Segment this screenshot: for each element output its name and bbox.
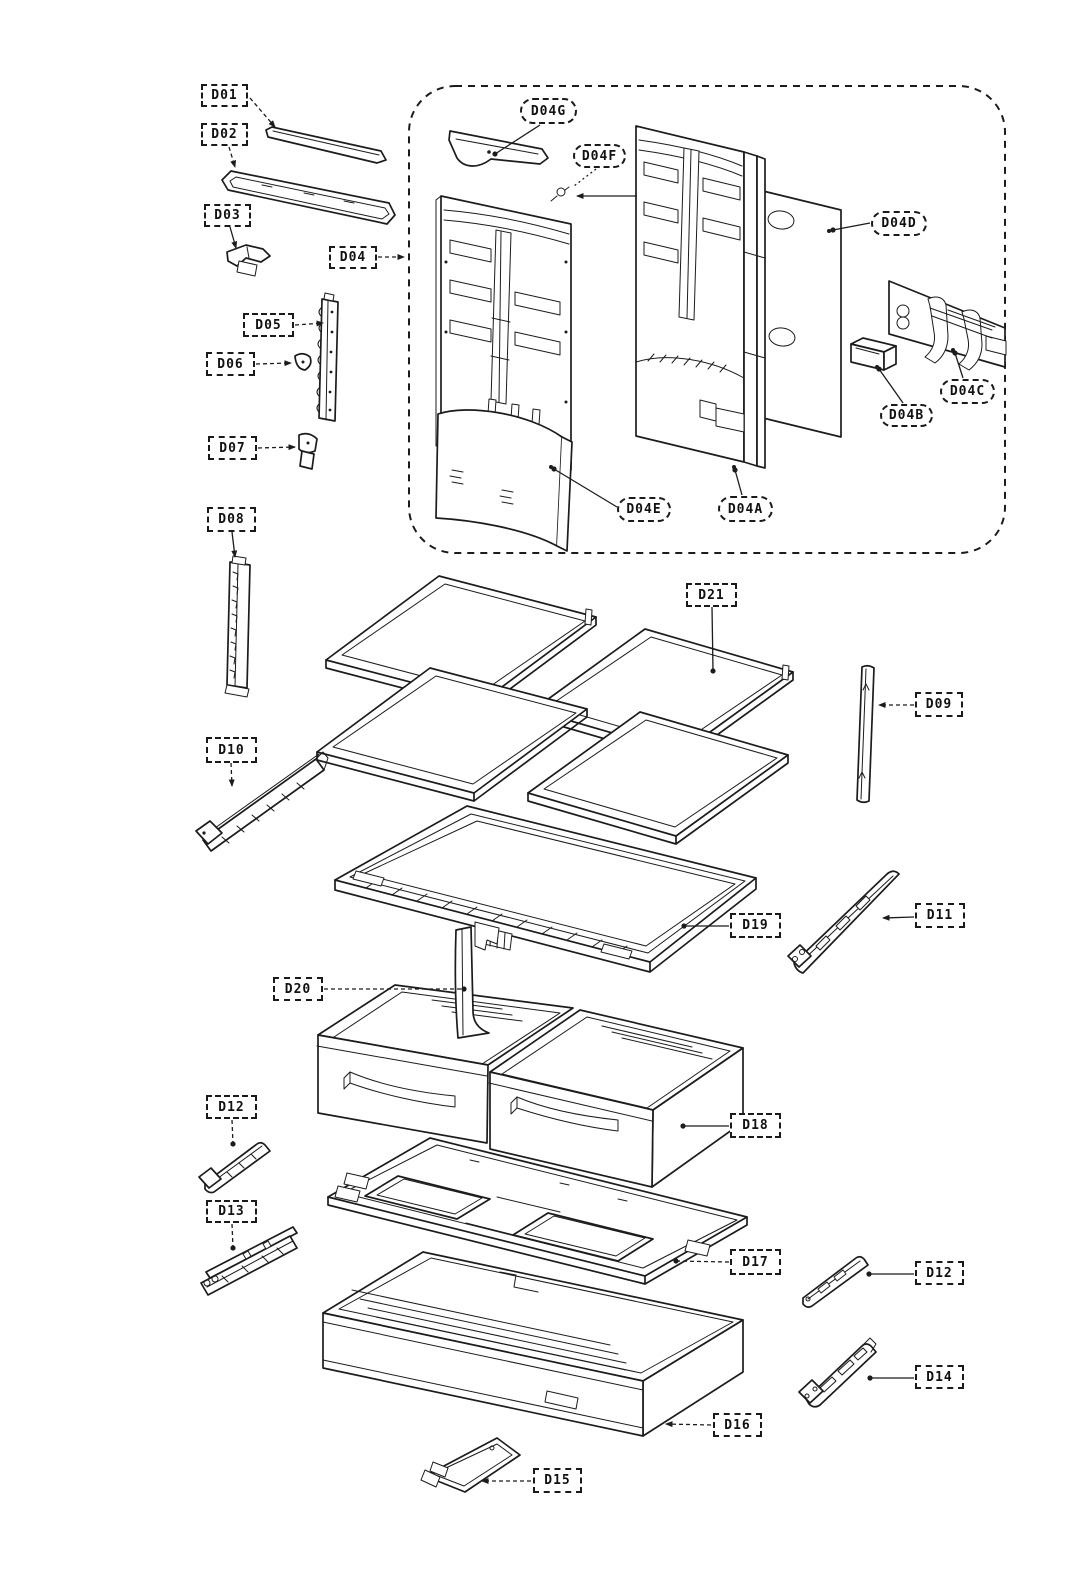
callout-d04f: D04F <box>573 144 626 168</box>
callout-d04g: D04G <box>520 98 577 124</box>
callout-d01: D01 <box>201 84 248 107</box>
callout-d15: D15 <box>533 1468 582 1493</box>
callout-d11: D11 <box>915 903 965 928</box>
callout-d17: D17 <box>730 1249 781 1275</box>
callout-d21: D21 <box>686 583 737 607</box>
callout-d09: D09 <box>915 692 963 717</box>
callout-d19: D19 <box>730 913 781 938</box>
callout-d03: D03 <box>204 204 251 227</box>
callout-d08: D08 <box>207 507 256 532</box>
callout-d06: D06 <box>206 352 255 376</box>
callout-d20: D20 <box>273 977 323 1001</box>
callout-d04c: D04C <box>940 379 995 404</box>
callout-d07: D07 <box>208 436 257 460</box>
callout-d04d: D04D <box>871 211 927 236</box>
callout-d16: D16 <box>713 1413 762 1437</box>
callout-d04: D04 <box>329 246 377 269</box>
callout-d04b: D04B <box>880 404 933 427</box>
callout-d13: D13 <box>206 1200 257 1223</box>
callout-d02: D02 <box>201 123 248 146</box>
callout-d12-left: D12 <box>206 1095 257 1119</box>
callout-d14: D14 <box>915 1365 964 1389</box>
callout-d04e: D04E <box>617 497 671 522</box>
callout-d05: D05 <box>243 313 294 337</box>
callout-d10: D10 <box>206 737 257 763</box>
callout-d12-right: D12 <box>915 1261 964 1285</box>
callout-d18: D18 <box>730 1113 781 1138</box>
callout-d04a: D04A <box>718 496 773 522</box>
